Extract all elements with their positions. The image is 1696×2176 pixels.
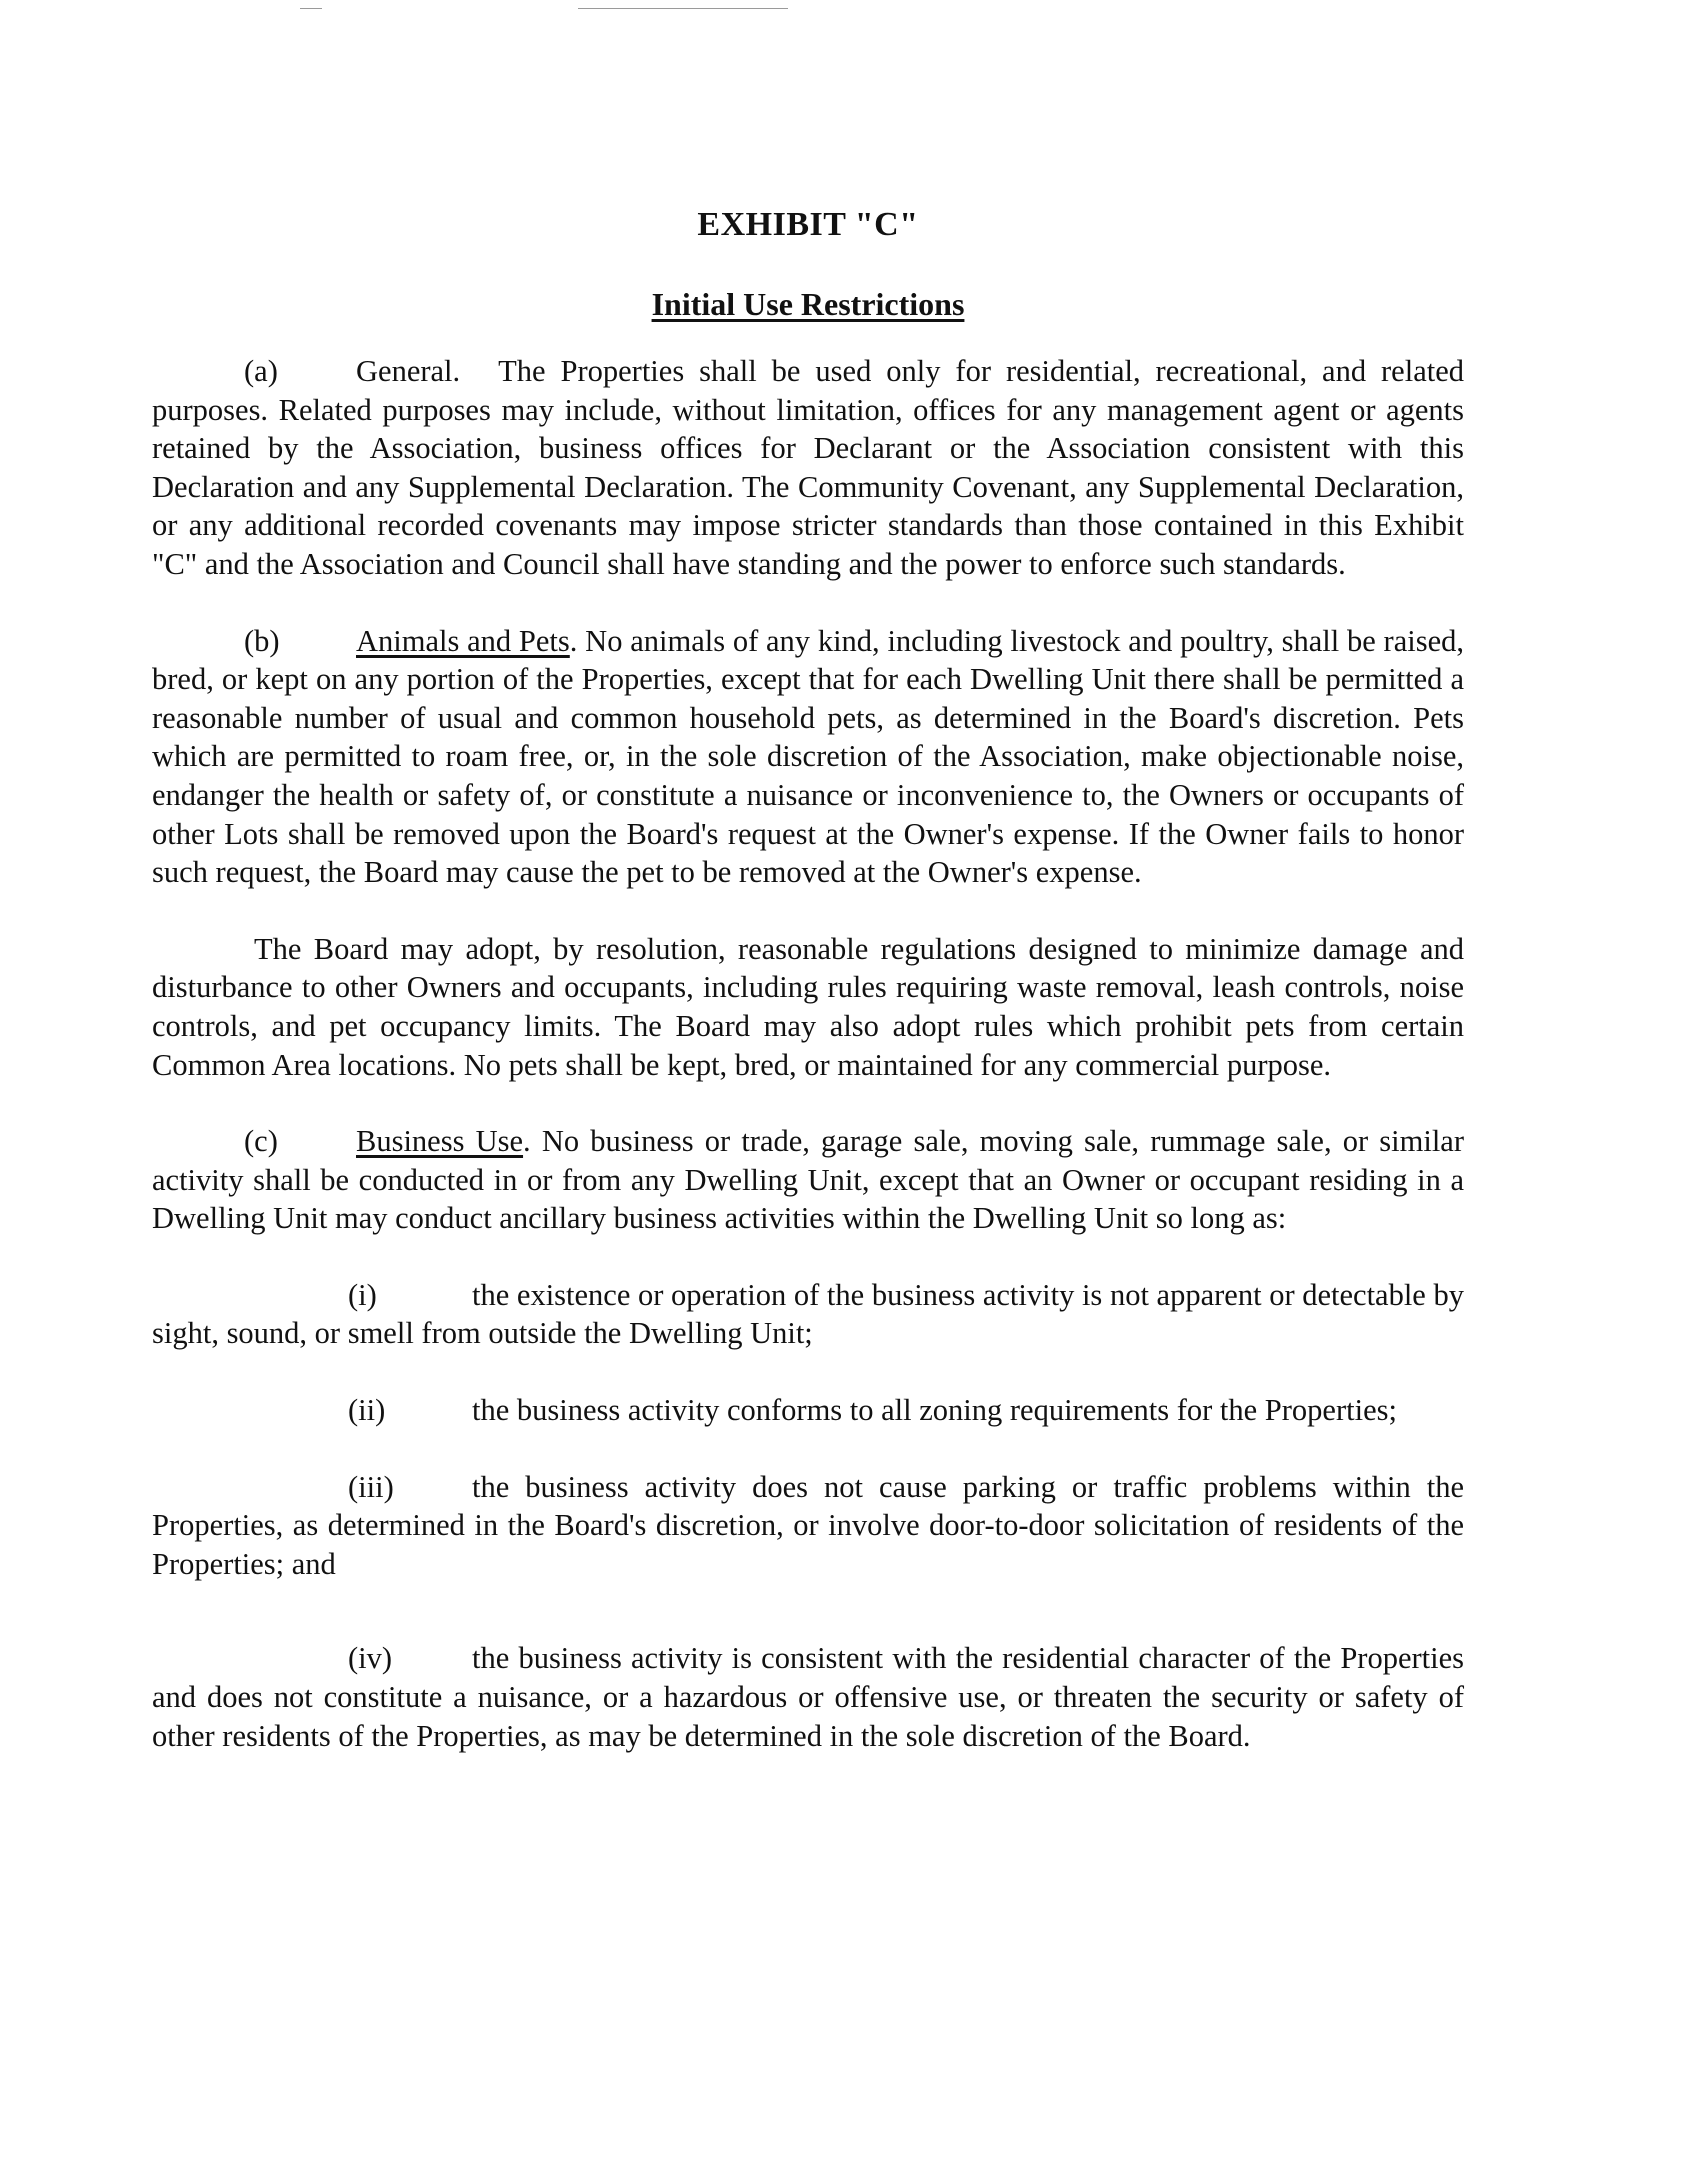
subitem-text: the business activity does not cause parking or traffic problems within the Properties, as determined in the Board's discretion, or involve door-to-door solicitation of residents of the Properties; and bbox=[152, 1469, 1464, 1581]
section-b-continued-paragraph: The Board may adopt, by resolution, reasonable regulations designed to minimize damage and disturbance to other Owners and occupants, including rules requiring waste removal, leash controls, noise controls, and pet occupancy limits. The Board may also adopt rules which prohibit pets from certain Common Area locations. No pets shall be kept, bred, or maintained for any commercial purpose. bbox=[152, 931, 1464, 1082]
section-c-marker: (c) bbox=[244, 1124, 278, 1159]
subitem-iii bbox=[152, 1468, 1464, 1584]
subitem-marker: (ii) bbox=[348, 1393, 386, 1428]
subitem-text: the business activity conforms to all zoning requirements for the Properties; bbox=[472, 1393, 1397, 1428]
section-c-text: . No business or trade, garage sale, moving sale, rummage sale, or similar activity shall be conducted in or from any Dwelling Unit, except that an Owner or occupant residing in a Dwelling Unit may conduct ancillary business activities within the Dwelling Unit so long as: bbox=[152, 1124, 1464, 1236]
document-subtitle: Initial Use Restrictions bbox=[651, 286, 965, 322]
subitem-marker: (i) bbox=[348, 1277, 377, 1312]
document-title: EXHIBIT "C" bbox=[697, 206, 919, 243]
section-b-paragraph bbox=[152, 622, 1464, 892]
section-c-paragraph bbox=[152, 1122, 1464, 1238]
subitem-text: the business activity is consistent with the residential character of the Properties and does not constitute a nuisance, or a hazardous or offensive use, or threaten the security or safety of other residents of the Properties, as may be determined in the sole discretion of the Board. bbox=[152, 1641, 1464, 1753]
scan-artifact-line bbox=[578, 8, 788, 9]
subitem-ii bbox=[152, 1391, 1464, 1430]
subitem-text: the existence or operation of the business activity is not apparent or detectable by sight, sound, or smell from outside the Dwelling Unit; bbox=[152, 1277, 1464, 1351]
section-c-heading: Business Use bbox=[356, 1124, 524, 1159]
section-a-heading: General. bbox=[356, 354, 461, 388]
subitem-iv bbox=[152, 1639, 1464, 1755]
section-b-text: . No animals of any kind, including livestock and poultry, shall be raised, bred, or kept on any portion of the Properties, except that for each Dwelling Unit there shall be permitted a reasonable number of usual and common household pets, as determined in the Board's discretion. Pets which are permitted to roam free, or, in the sole discretion of the Association, make objectionable noise, endanger the health or safety of, or constitute a nuisance or inconvenience to, the Owners or occupants of other Lots shall be removed upon the Board's request at the Owner's expense. If the Owner fails to honor such request, the Board may cause the pet to be removed at the Owner's expense. bbox=[152, 623, 1464, 890]
scan-artifact-line bbox=[300, 8, 322, 9]
subitem-i bbox=[152, 1276, 1464, 1353]
subitem-marker: (iii) bbox=[348, 1469, 394, 1504]
section-a-paragraph bbox=[152, 352, 1464, 584]
document-page bbox=[152, 205, 1464, 1755]
section-a-marker: (a) bbox=[244, 354, 278, 388]
section-a-text: The Properties shall be used only for residential, recreational, and related purposes. Related purposes may include, without limitation, offices for any management agent or agents retained by the Association, business offices for Declarant or the Association consistent with this Declaration and any Supplemental Declaration. The Community Covenant, any Supplemental Declaration, or any additional recorded covenants may impose stricter standards than those contained in this Exhibit "C" and the Association and Council shall have standing and the power to enforce such standards. bbox=[152, 354, 1464, 581]
subitem-marker: (iv) bbox=[348, 1641, 393, 1676]
section-b-heading: Animals and Pets bbox=[356, 623, 570, 658]
section-b-marker: (b) bbox=[244, 623, 280, 658]
